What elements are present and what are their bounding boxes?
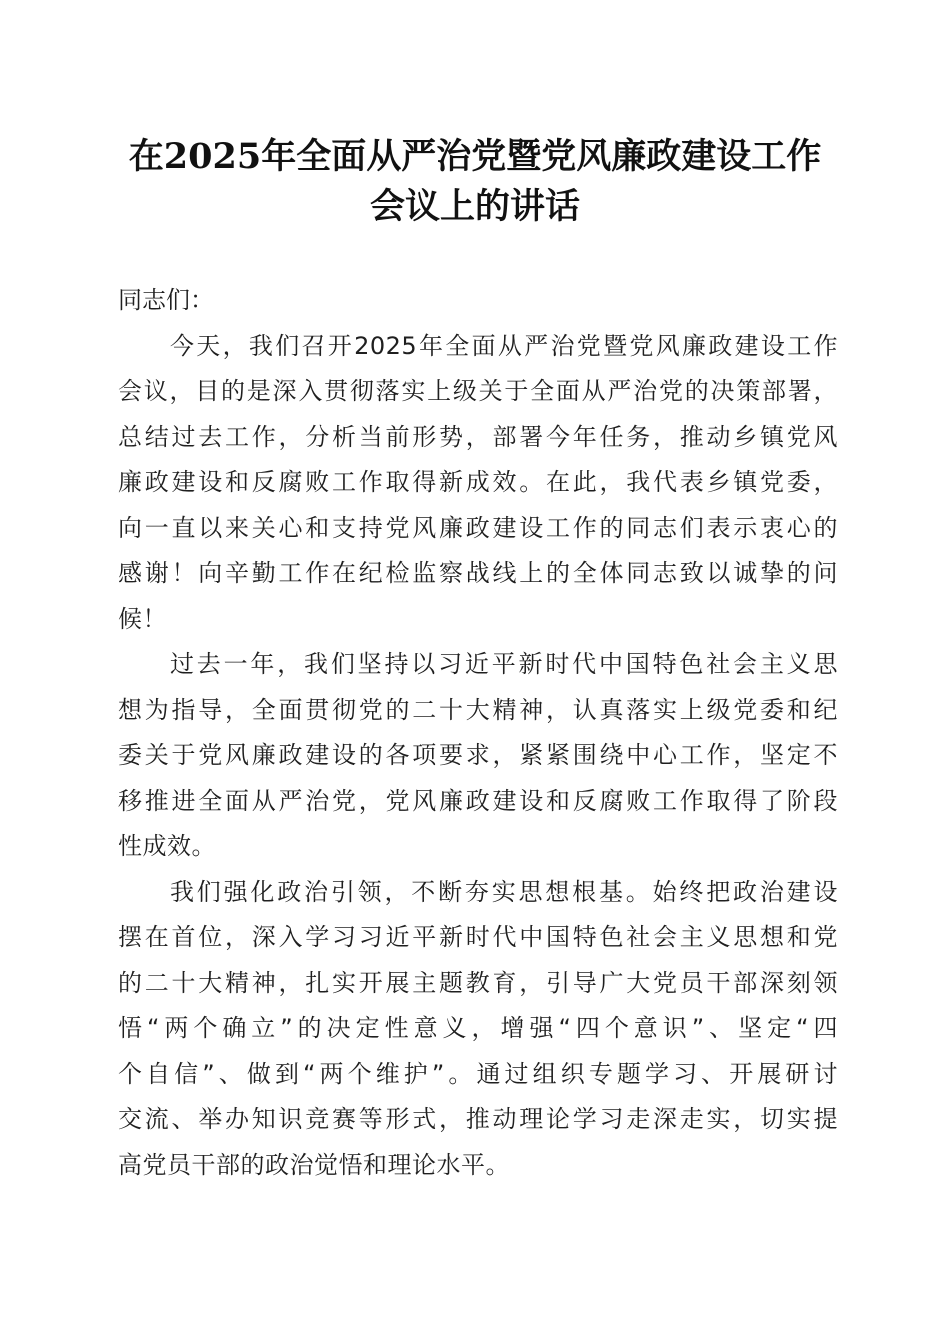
document-body <box>118 250 838 1188</box>
title-line-2: 会议上的讲话 <box>369 186 580 227</box>
paragraph-line: 移推进全面从严治党，党风廉政建设和反腐败工作取得了阶段 <box>118 786 838 815</box>
title-line-1: 在2025年全面从严治党暨党风廉政建设工作 <box>128 136 822 177</box>
paragraph-line: 候！ <box>118 604 167 633</box>
paragraph-line: 高党员干部的政治觉悟和理论水平。 <box>118 1150 510 1179</box>
paragraph-line: 委关于党风廉政建设的各项要求，紧紧围绕中心工作，坚定不 <box>118 741 838 769</box>
paragraph-line: 会议，目的是深入贯彻落实上级关于全面从严治党的决策部署， <box>118 377 838 405</box>
paragraph-line: 个自信”、做到“两个维护”。通过组织专题学习、开展研讨 <box>118 1059 838 1088</box>
paragraph-line: 想为指导，全面贯彻党的二十大精神，认真落实上级党委和纪 <box>118 695 838 724</box>
paragraph-political-guidance <box>118 870 838 1189</box>
paragraph-line: 的二十大精神，扎实开展主题教育，引导广大党员干部深刻领 <box>118 968 838 997</box>
paragraph-line: 过去一年，我们坚持以习近平新时代中国特色社会主义思 <box>170 650 838 678</box>
paragraph-line: 今天，我们召开2025年全面从严治党暨党风廉政建设工作 <box>170 331 838 360</box>
paragraph-line: 悟“两个确立”的决定性意义，增强“四个意识”、坚定“四 <box>118 1014 838 1042</box>
paragraph-line: 感谢！向辛勤工作在纪检监察战线上的全体同志致以诚挚的问 <box>118 559 838 587</box>
paragraph-opening <box>118 324 838 643</box>
document-title <box>100 132 850 232</box>
paragraph-line: 摆在首位，深入学习习近平新时代中国特色社会主义思想和党 <box>118 923 838 951</box>
paragraph-line: 向一直以来关心和支持党风廉政建设工作的同志们表示衷心的 <box>118 513 838 542</box>
paragraph-review <box>118 642 838 870</box>
paragraph-line: 我们强化政治引领，不断夯实思想根基。始终把政治建设 <box>170 877 838 906</box>
paragraph-line: 廉政建设和反腐败工作取得新成效。在此，我代表乡镇党委， <box>118 468 838 496</box>
paragraph-line: 总结过去工作，分析当前形势，部署今年任务，推动乡镇党风 <box>118 422 838 451</box>
paragraph-line: 交流、举办知识竞赛等形式，推动理论学习走深走实，切实提 <box>118 1105 838 1133</box>
salutation: 同志们： <box>118 286 214 314</box>
paragraph-line: 性成效。 <box>118 832 216 860</box>
